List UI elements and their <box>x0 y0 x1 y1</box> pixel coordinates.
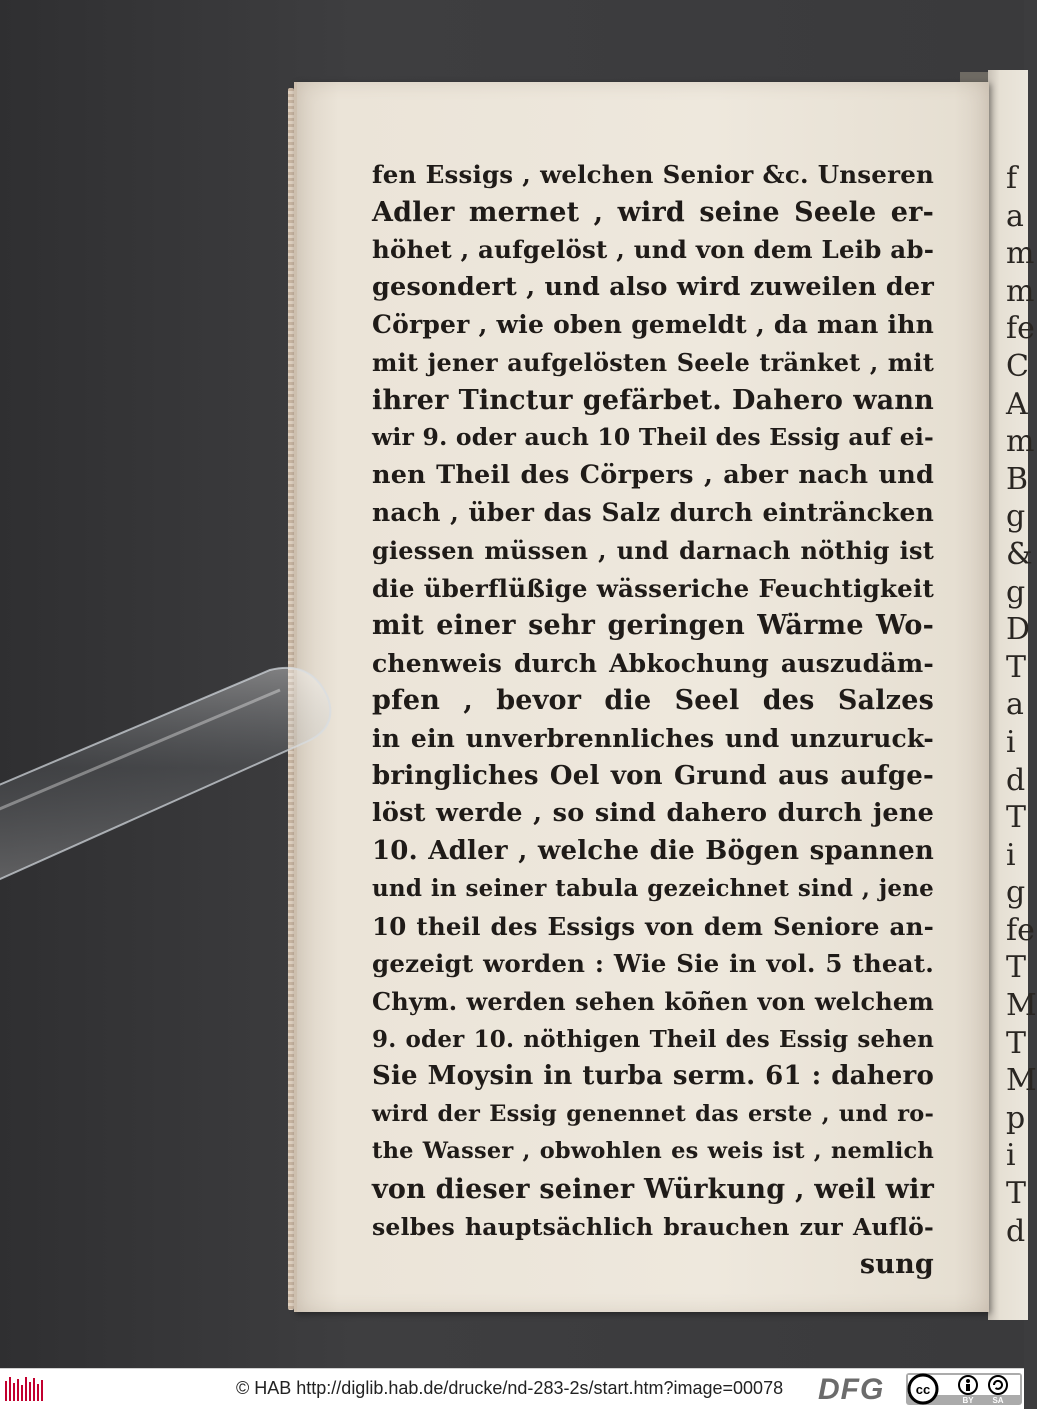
text-line: mit jener aufgelösten Seele tränket , mit <box>372 347 934 377</box>
next-page-fragment: d <box>1006 762 1026 798</box>
next-page-fragment: a <box>1006 687 1024 723</box>
text-line: in ein unverbrennliches und unzuruck- <box>372 723 934 753</box>
text-line: mit einer sehr geringen Wärme Wo- <box>372 610 934 642</box>
next-page-fragment: M <box>1006 988 1037 1024</box>
next-page-fragment: g <box>1006 574 1026 610</box>
text-line: wir 9. oder auch 10 Theil des Essig auf ei- <box>372 423 934 452</box>
text-line: the Wasser , obwohlen es weis ist , nemlich <box>372 1138 934 1165</box>
text-line: chenweis durch Abkochung auszudäm- <box>372 648 934 678</box>
next-page-fragment: m <box>1006 424 1035 460</box>
cc-license-icon <box>906 1373 1022 1405</box>
next-page-fragment: B <box>1006 461 1029 497</box>
text-line: löst werde , so sind dahero durch jene <box>372 798 934 829</box>
text-line: die überflüßige wässeriche Feuchtigkeit <box>372 573 934 603</box>
next-page-fragment: p <box>1006 1100 1026 1136</box>
next-page-fragment: i <box>1006 1138 1016 1174</box>
text-line: wird der Essig genennet das erste , und ro- <box>372 1100 934 1127</box>
cc-by-label: BY <box>962 1396 974 1405</box>
next-page-fragment: C <box>1006 348 1029 384</box>
text-line: bringliches Oel von Grund aus aufge- <box>372 760 934 791</box>
page-text-block <box>372 156 934 1284</box>
text-line: selbes hauptsächlich brauchen zur Auflö- <box>372 1212 934 1241</box>
dfg-logo: DFG <box>818 1373 885 1406</box>
next-page-fragment: m <box>1006 236 1035 272</box>
footer-bar <box>0 1368 1024 1409</box>
text-line: gesondert , und also wird zuweilen der <box>372 271 934 302</box>
text-line: und in seiner tabula gezeichnet sind , jene <box>372 875 934 903</box>
next-page-text <box>1006 160 1037 1250</box>
text-line: von dieser seiner Würkung , weil wir <box>372 1174 934 1206</box>
next-page-fragment: T <box>1006 950 1027 986</box>
catchword: sung <box>859 1249 934 1281</box>
next-page-fragment: f <box>1006 161 1018 196</box>
next-page-fragment: T <box>1006 1176 1027 1212</box>
text-line: nen Theil des Cörpers , aber nach und <box>372 459 934 490</box>
next-page-fragment: T <box>1006 1025 1027 1061</box>
next-page-fragment: d <box>1006 1213 1026 1249</box>
text-line: 9. oder 10. nöthigen Theil des Essig sehen <box>372 1025 934 1053</box>
next-page-fragment: T <box>1006 800 1027 836</box>
text-line: 10. Adler , welche die Bögen spannen <box>372 835 934 866</box>
copyright-url-text: © HAB http://diglib.hab.de/drucke/nd-283-2s/start.htm?image=00078 <box>236 1378 784 1398</box>
next-page-fragment: g <box>1006 499 1026 535</box>
text-line: gezeigt worden : Wie Sie in vol. 5 theat. <box>372 949 934 979</box>
text-line: Cörper , wie oben gemeldt , da man ihn <box>372 310 934 340</box>
next-page-fragment: fe <box>1006 311 1035 347</box>
next-page-fragment: & <box>1006 536 1033 572</box>
text-line: Sie Moysin in turba serm. 61 : dahero <box>372 1061 934 1092</box>
next-page-fragment: M <box>1006 1063 1037 1099</box>
next-page-fragment: T <box>1006 649 1027 685</box>
next-page-fragment: A <box>1006 386 1028 422</box>
cc-sa-label: SA <box>992 1396 1004 1405</box>
svg-text:cc: cc <box>915 1382 931 1397</box>
next-page-fragment: a <box>1006 198 1024 234</box>
next-page-fragment: D <box>1006 612 1031 648</box>
text-line: höhet , aufgelöst , und von dem Leib ab- <box>372 235 935 265</box>
next-page-fragment: g <box>1006 875 1026 911</box>
text-line: pfen , bevor die Seel des Salzes <box>372 685 934 717</box>
text-line: Adler mernet , wird seine Seele er- <box>372 196 934 228</box>
next-page-fragment: i <box>1006 724 1016 760</box>
hab-logo-icon <box>4 1375 48 1403</box>
text-line: Chym. werden sehen kōñen von welchem <box>372 987 934 1017</box>
text-line: nach , über das Salz durch einträncken <box>372 498 934 528</box>
next-page-fragment: m <box>1006 273 1035 309</box>
text-line: ihrer Tinctur gefärbet. Dahero wann <box>372 384 934 416</box>
next-page-fragment: i <box>1006 837 1016 873</box>
text-line: fen Essigs , welchen Senior &c. Unseren <box>372 160 934 189</box>
text-line: giessen müssen , und darnach nöthig ist <box>372 535 934 565</box>
next-page-fragment: fe <box>1006 912 1035 948</box>
text-line: 10 theil des Essigs von dem Seniore an- <box>372 911 934 941</box>
